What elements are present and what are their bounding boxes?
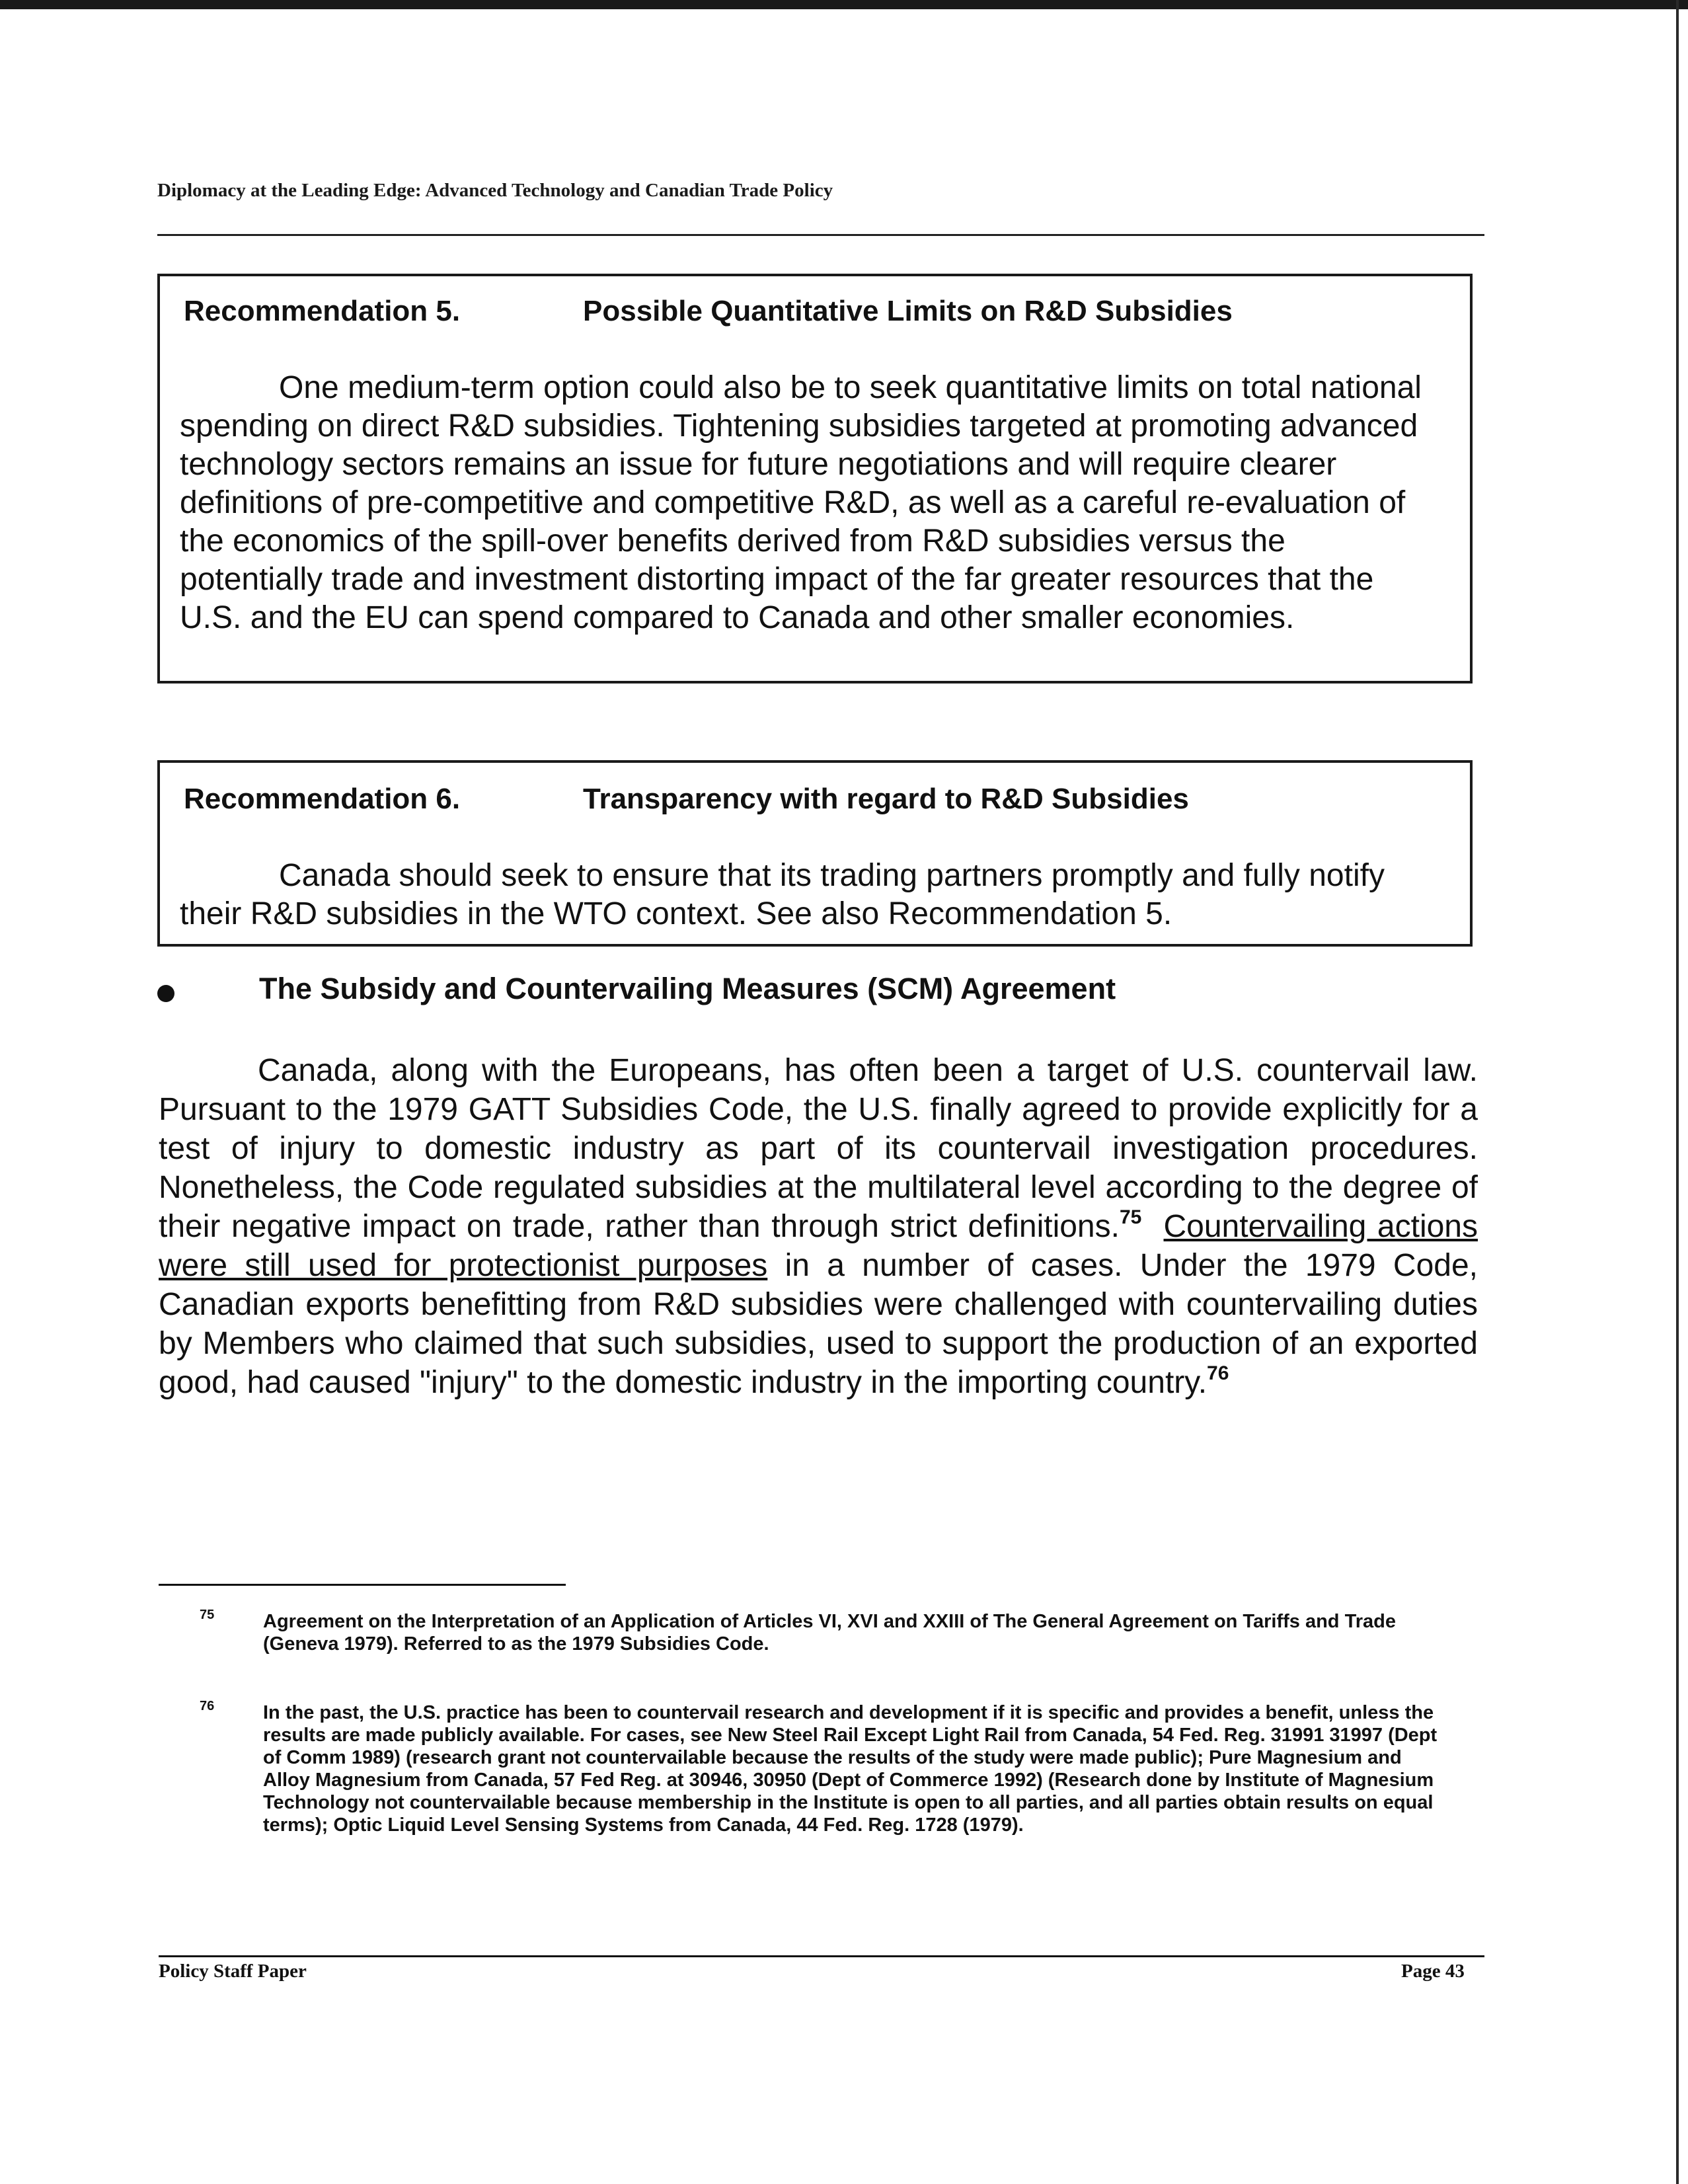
- bullet-icon: [157, 985, 174, 1002]
- recommendation-6-label: Recommendation 6.: [184, 783, 461, 815]
- running-header: Diplomacy at the Leading Edge: Advanced Technology and Canadian Trade Policy: [157, 180, 833, 201]
- recommendation-5-title: Possible Quantitative Limits on R&D Subsidies: [583, 295, 1233, 327]
- footnote-75-text: Agreement on the Interpretation of an Application of Articles VI, XVI and XXIII of The General Agreement on Tariffs and Trade (Geneva 1979). Referred to as the 1979 Subsidies Code.: [263, 1611, 1396, 1655]
- recommendation-6-text: Canada should seek to ensure that its trading partners promptly and fully notify their R&D subsidies in the WTO context. See also Recommendation 5.: [180, 858, 1385, 931]
- recommendation-6-box: [157, 760, 1473, 947]
- body-paragraph: Canada, along with the Europeans, has often been a target of U.S. countervail law. Pursuant to the 1979 GATT Subsidies Code, the U.S. finally agreed to provide explicitly for a test of injury to domestic industry as part of its countervail investigation procedures. Nonetheless, the Code regulated subsidies at the multilateral level according to the degree of their negative impact on trade, rather than through strict definitions.$^{75}$ Countervailing actions were still used for protectionist purposes in a number of cases. Under the 1979 Code, Canadian exports benefitting from R&D subsidies were challenged with countervailing duties by Members who claimed that such subsidies, used to support the production of an exported good, had caused "injury" to the domestic industry in the importing country.$^{76}$: [159, 1053, 1478, 1400]
- page-number: Page 43: [1401, 1961, 1465, 1982]
- footnote-number: 76: [200, 1699, 215, 1713]
- recommendation-5-text: One medium-term option could also be to seek quantitative limits on total national spending on direct R&D subsidies. Tightening subsidies targeted at promoting advanced technology sectors remains an issue for future negotiations and will require clearer definitions of pre-competitive and competitive R&D, as well as a careful re-evaluation of the economics of the spill-over benefits derived from R&D subsidies versus the potentially trade and investment distorting impact of the far greater resources that the U.S. and the EU can spend compared to Canada and other smaller economies.: [180, 370, 1422, 635]
- footnote-ref-76: 76: [1207, 1362, 1229, 1384]
- footnote-76-text: In the past, the U.S. practice has been to countervail research and development if it is specific and provides a benefit, unless the results are made publicly available. For cases, see New Steel Rail Except Light Rail from Canada, 54 Fed. Reg. 31991 31997 (Dept of Comm 1989) (research grant not countervailable because the results of the study were made public); Pure Magnesium and Alloy Magnesium from Canada, 57 Fed Reg. at 30946, 30950 (Dept of Commerce 1992) (Research done by Institute of Magnesium Technology not countervailable because membership in the Institute is open to all parties, and all parties obtain results on equal terms); Optic Liquid Level Sensing Systems from Canada, 44 Fed. Reg. 1728 (1979).: [263, 1702, 1438, 1836]
- footnote-ref-75: 75: [1119, 1206, 1142, 1228]
- section-heading: The Subsidy and Countervailing Measures (SCM) Agreement: [259, 972, 1116, 1005]
- footnote-number: 75: [200, 1608, 215, 1622]
- scan-border-right: [1676, 0, 1679, 2184]
- scan-border-top: [0, 0, 1688, 9]
- recommendation-5-box: [157, 274, 1473, 683]
- recommendation-5-label: Recommendation 5.: [184, 295, 461, 327]
- footer-rule: [159, 1955, 1484, 1957]
- recommendation-6-title: Transparency with regard to R&D Subsidies: [583, 783, 1189, 815]
- header-rule: [157, 234, 1484, 236]
- underlined-sentence: Countervailing actions were still used for protectionist purposes: [159, 1209, 1478, 1283]
- footer-title: Policy Staff Paper: [159, 1961, 307, 1982]
- footnote-separator: [159, 1584, 566, 1586]
